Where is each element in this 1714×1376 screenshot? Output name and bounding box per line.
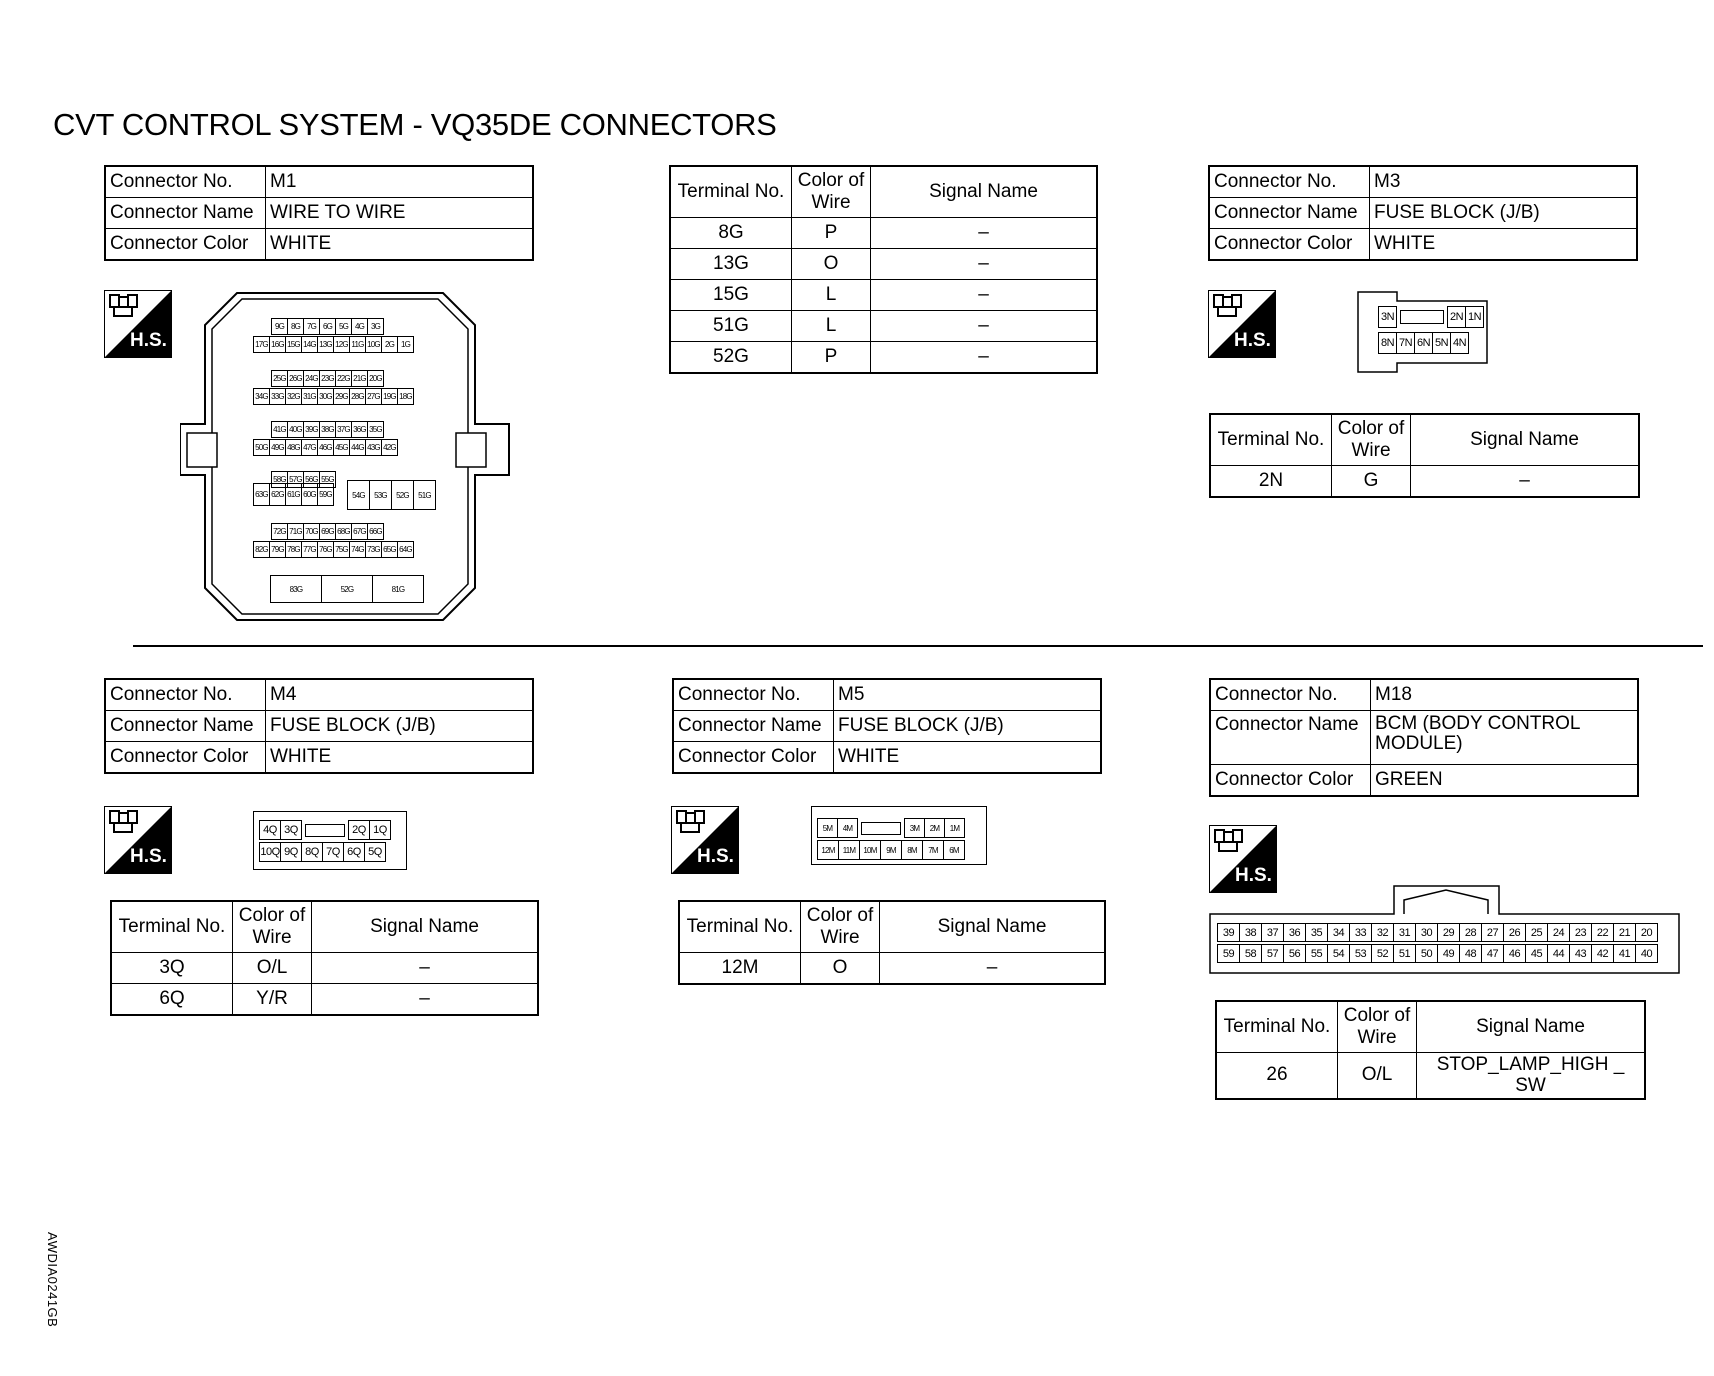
signal-name: – bbox=[880, 953, 1106, 985]
connector-pin: 79G bbox=[269, 541, 286, 558]
connector-pin: 36 bbox=[1283, 923, 1306, 942]
color-of-wire-header: Color of Wire bbox=[801, 901, 880, 953]
connector-pin: 62G bbox=[269, 483, 286, 506]
connector-pin: 59G bbox=[317, 483, 334, 506]
connector-pin: 24G bbox=[303, 370, 320, 387]
connector-pin: 60G bbox=[301, 483, 318, 506]
pin-key-slot bbox=[301, 820, 349, 840]
connector-pin: 29 bbox=[1437, 923, 1460, 942]
connector-pin: 67G bbox=[351, 523, 368, 540]
connector-pin: 3G bbox=[367, 318, 384, 335]
m1-connector-no: M1 bbox=[266, 166, 534, 198]
terminal-no: 13G bbox=[670, 249, 792, 280]
hs-label: H.S. bbox=[697, 846, 734, 867]
signal-name-header: Signal Name bbox=[880, 901, 1106, 953]
connector-pin: 3Q bbox=[280, 820, 302, 840]
connector-pin: 43G bbox=[365, 439, 382, 456]
connector-pin: 50G bbox=[253, 439, 270, 456]
connector-pin: 2Q bbox=[348, 820, 370, 840]
m1-connector-name: WIRE TO WIRE bbox=[266, 198, 534, 229]
wire-color: O bbox=[801, 953, 880, 985]
connector-pin: 53 bbox=[1349, 944, 1372, 963]
connector-pin: 75G bbox=[333, 541, 350, 558]
connector-name-label: Connector Name bbox=[1209, 198, 1370, 229]
connector-pin: 30 bbox=[1415, 923, 1438, 942]
wire-color: L bbox=[792, 311, 871, 342]
connector-pin: 7G bbox=[303, 318, 320, 335]
connector-pin: 12G bbox=[333, 336, 350, 353]
connector-pin: 8M bbox=[901, 840, 923, 860]
connector-name-label: Connector Name bbox=[673, 711, 834, 742]
connector-pin: 48G bbox=[285, 439, 302, 456]
m18-info-table bbox=[1209, 678, 1639, 797]
signal-name: – bbox=[312, 984, 539, 1016]
connector-pin: 5Q bbox=[364, 842, 386, 862]
pin-row bbox=[1218, 944, 1658, 963]
connector-pin: 32G bbox=[285, 388, 302, 405]
connector-pin: 37 bbox=[1261, 923, 1284, 942]
connector-no-label: Connector No. bbox=[1209, 166, 1370, 198]
harness-side-icon bbox=[1209, 825, 1277, 893]
wire-color: O/L bbox=[233, 953, 312, 984]
color-of-wire-header: Color of Wire bbox=[792, 166, 871, 218]
m18-connector-name: BCM (BODY CONTROL MODULE) bbox=[1371, 711, 1639, 765]
signal-name: – bbox=[1411, 466, 1640, 498]
connector-pin: 23G bbox=[319, 370, 336, 387]
connector-pin: 8N bbox=[1378, 332, 1397, 354]
connector-pin: 39 bbox=[1217, 923, 1240, 942]
connector-pin: 59 bbox=[1217, 944, 1240, 963]
connector-pin: 56 bbox=[1283, 944, 1306, 963]
connector-pin: 30G bbox=[317, 388, 334, 405]
connector-pin: 82G bbox=[253, 541, 270, 558]
connector-pin: 72G bbox=[271, 523, 288, 540]
connector-pin: 31G bbox=[301, 388, 318, 405]
pin-row bbox=[818, 818, 965, 838]
wire-color: O bbox=[792, 249, 871, 280]
connector-pin: 55G bbox=[319, 471, 336, 488]
connector-pin: 52 bbox=[1371, 944, 1394, 963]
m1-connector-color: WHITE bbox=[266, 229, 534, 261]
connector-pin: 44G bbox=[349, 439, 366, 456]
connector-pin: 56G bbox=[303, 471, 320, 488]
m3-connector-color: WHITE bbox=[1370, 229, 1638, 261]
hs-label: H.S. bbox=[1234, 330, 1271, 351]
m4-connector-no: M4 bbox=[266, 679, 534, 711]
connector-pin: 9Q bbox=[280, 842, 302, 862]
table-row bbox=[670, 249, 1097, 280]
connector-pin: 19G bbox=[381, 388, 398, 405]
connector-pin: 4M bbox=[837, 818, 858, 838]
wire-color: P bbox=[792, 342, 871, 374]
terminal-no: 12M bbox=[679, 953, 801, 985]
connector-pin: 22G bbox=[335, 370, 352, 387]
connector-pin: 21 bbox=[1613, 923, 1636, 942]
m4-connector-name: FUSE BLOCK (J/B) bbox=[266, 711, 534, 742]
terminal-no: 51G bbox=[670, 311, 792, 342]
connector-pin: 51G bbox=[413, 480, 436, 510]
connector-pin: 33 bbox=[1349, 923, 1372, 942]
connector-pin: 4Q bbox=[259, 820, 281, 840]
connector-pin: 43 bbox=[1569, 944, 1592, 963]
pin-row bbox=[254, 388, 414, 405]
connector-pin: 66G bbox=[367, 523, 384, 540]
connector-pin: 1Q bbox=[369, 820, 391, 840]
connector-pin: 81G bbox=[372, 575, 424, 603]
terminal-no: 8G bbox=[670, 218, 792, 249]
connector-pin: 2N bbox=[1447, 306, 1466, 328]
table-row bbox=[679, 953, 1105, 985]
pin-row bbox=[254, 541, 414, 558]
connector-pin: 77G bbox=[301, 541, 318, 558]
connector-pin: 27G bbox=[365, 388, 382, 405]
m1-info-table bbox=[104, 165, 534, 261]
connector-color-label: Connector Color bbox=[105, 742, 266, 774]
connector-pin: 61G bbox=[285, 483, 302, 506]
pin-row bbox=[1379, 306, 1484, 328]
connector-pin: 46 bbox=[1503, 944, 1526, 963]
m18-connector-no: M18 bbox=[1371, 679, 1639, 711]
m3-connector-name: FUSE BLOCK (J/B) bbox=[1370, 198, 1638, 229]
table-row bbox=[1216, 1053, 1645, 1099]
connector-pin: 1M bbox=[944, 818, 965, 838]
connector-pin: 47 bbox=[1481, 944, 1504, 963]
connector-pin: 52G bbox=[391, 480, 414, 510]
connector-pin: 44 bbox=[1547, 944, 1570, 963]
connector-pin: 78G bbox=[285, 541, 302, 558]
pin-row bbox=[260, 842, 386, 862]
connector-pin: 40G bbox=[287, 421, 304, 438]
m3-terminal-table bbox=[1209, 413, 1640, 498]
table-row bbox=[111, 984, 538, 1016]
terminal-no: 15G bbox=[670, 280, 792, 311]
connector-pin: 5G bbox=[335, 318, 352, 335]
harness-side-icon bbox=[104, 290, 172, 358]
signal-name: – bbox=[312, 953, 539, 984]
hs-label: H.S. bbox=[130, 846, 167, 867]
connector-pin: 9M bbox=[880, 840, 902, 860]
terminal-no-header: Terminal No. bbox=[679, 901, 801, 953]
connector-pin: 45G bbox=[333, 439, 350, 456]
signal-name: STOP_LAMP_HIGH _ SW bbox=[1417, 1053, 1646, 1099]
terminal-no-header: Terminal No. bbox=[111, 901, 233, 953]
page-title: CVT CONTROL SYSTEM - VQ35DE CONNECTORS bbox=[53, 107, 777, 142]
m5-connector-color: WHITE bbox=[834, 742, 1102, 774]
connector-pin: 49 bbox=[1437, 944, 1460, 963]
connector-pin: 54 bbox=[1327, 944, 1350, 963]
connector-pin: 57G bbox=[287, 471, 304, 488]
connector-pin: 6G bbox=[319, 318, 336, 335]
connector-pin: 10Q bbox=[259, 842, 281, 862]
hs-label: H.S. bbox=[130, 330, 167, 351]
connector-pin: 4N bbox=[1450, 332, 1469, 354]
pin-row bbox=[1218, 923, 1658, 942]
connector-pin: 24 bbox=[1547, 923, 1570, 942]
connector-pin: 53G bbox=[369, 480, 392, 510]
m5-terminal-table bbox=[678, 900, 1106, 985]
connector-pin: 47G bbox=[301, 439, 318, 456]
table-row bbox=[1210, 466, 1639, 498]
connector-pin: 40 bbox=[1635, 944, 1658, 963]
pin-row bbox=[818, 840, 965, 860]
connector-pin: 58G bbox=[271, 471, 288, 488]
signal-name: – bbox=[871, 218, 1098, 249]
m18-terminal-table bbox=[1215, 1000, 1646, 1100]
terminal-no: 52G bbox=[670, 342, 792, 374]
connector-pin: 12M bbox=[817, 840, 839, 860]
connector-pin: 39G bbox=[303, 421, 320, 438]
connector-pin: 10M bbox=[859, 840, 881, 860]
m1-terminal-table bbox=[669, 165, 1098, 374]
connector-pin: 52G bbox=[321, 575, 373, 603]
pin-row bbox=[254, 483, 334, 506]
signal-name: – bbox=[871, 249, 1098, 280]
connector-pin: 42 bbox=[1591, 944, 1614, 963]
harness-side-icon bbox=[671, 806, 739, 874]
connector-pin: 4G bbox=[351, 318, 368, 335]
connector-no-label: Connector No. bbox=[105, 166, 266, 198]
connector-pin: 46G bbox=[317, 439, 334, 456]
connector-pin: 55 bbox=[1305, 944, 1328, 963]
m3-info-table bbox=[1208, 165, 1638, 261]
connector-pin: 35G bbox=[367, 421, 384, 438]
connector-name-label: Connector Name bbox=[105, 198, 266, 229]
pin-row bbox=[254, 439, 398, 456]
connector-pin: 6M bbox=[943, 840, 965, 860]
connector-pin: 32 bbox=[1371, 923, 1394, 942]
connector-pin: 8G bbox=[287, 318, 304, 335]
connector-name-label: Connector Name bbox=[105, 711, 266, 742]
pin-row bbox=[254, 336, 414, 353]
connector-pin: 64G bbox=[397, 541, 414, 558]
connector-pin: 45 bbox=[1525, 944, 1548, 963]
pin-row bbox=[272, 523, 384, 540]
connector-pin: 7Q bbox=[322, 842, 344, 862]
signal-name-header: Signal Name bbox=[312, 901, 539, 953]
connector-pin: 57 bbox=[1261, 944, 1284, 963]
connector-pin: 54G bbox=[347, 480, 370, 510]
connector-pin: 51 bbox=[1393, 944, 1416, 963]
connector-pin: 71G bbox=[287, 523, 304, 540]
connector-pin: 65G bbox=[381, 541, 398, 558]
connector-pin: 5M bbox=[817, 818, 838, 838]
connector-no-label: Connector No. bbox=[105, 679, 266, 711]
connector-pin: 6N bbox=[1414, 332, 1433, 354]
color-of-wire-header: Color of Wire bbox=[1338, 1001, 1417, 1053]
connector-pin: 28 bbox=[1459, 923, 1482, 942]
connector-pin: 49G bbox=[269, 439, 286, 456]
connector-pin: 3N bbox=[1378, 306, 1397, 328]
connector-pin: 14G bbox=[301, 336, 318, 353]
connector-pin: 1G bbox=[397, 336, 414, 353]
connector-pin: 5N bbox=[1432, 332, 1451, 354]
harness-side-icon bbox=[1208, 290, 1276, 358]
connector-pin: 63G bbox=[253, 483, 270, 506]
table-row bbox=[670, 311, 1097, 342]
signal-name: – bbox=[871, 342, 1098, 374]
connector-pin: 15G bbox=[285, 336, 302, 353]
connector-pin: 21G bbox=[351, 370, 368, 387]
connector-pin: 28G bbox=[349, 388, 366, 405]
connector-pin: 11G bbox=[349, 336, 366, 353]
terminal-no: 3Q bbox=[111, 953, 233, 984]
terminal-no: 26 bbox=[1216, 1053, 1338, 1099]
connector-pin: 34 bbox=[1327, 923, 1350, 942]
connector-pin: 37G bbox=[335, 421, 352, 438]
table-row bbox=[670, 342, 1097, 374]
connector-pin: 25 bbox=[1525, 923, 1548, 942]
connector-pin: 9G bbox=[271, 318, 288, 335]
connector-name-label: Connector Name bbox=[1210, 711, 1371, 765]
color-of-wire-header: Color of Wire bbox=[1332, 414, 1411, 466]
connector-pin: 2G bbox=[381, 336, 398, 353]
pin-row bbox=[348, 480, 436, 510]
connector-pin: 73G bbox=[365, 541, 382, 558]
connector-pin: 68G bbox=[335, 523, 352, 540]
pin-row bbox=[1379, 332, 1469, 354]
signal-name-header: Signal Name bbox=[1417, 1001, 1646, 1053]
wire-color: O/L bbox=[1338, 1053, 1417, 1099]
connector-pin: 1N bbox=[1465, 306, 1484, 328]
signal-name: – bbox=[871, 280, 1098, 311]
terminal-no: 6Q bbox=[111, 984, 233, 1016]
m4-connector-color: WHITE bbox=[266, 742, 534, 774]
m5-connector-no: M5 bbox=[834, 679, 1102, 711]
table-row bbox=[670, 218, 1097, 249]
connector-pin: 41 bbox=[1613, 944, 1636, 963]
m4-terminal-table bbox=[110, 900, 539, 1016]
m5-connector-name: FUSE BLOCK (J/B) bbox=[834, 711, 1102, 742]
connector-pin: 27 bbox=[1481, 923, 1504, 942]
wire-color: Y/R bbox=[233, 984, 312, 1016]
connector-pin: 50 bbox=[1415, 944, 1438, 963]
connector-pin: 20G bbox=[367, 370, 384, 387]
connector-no-label: Connector No. bbox=[673, 679, 834, 711]
pin-row bbox=[260, 820, 391, 840]
hs-label: H.S. bbox=[1235, 865, 1272, 886]
connector-pin: 18G bbox=[397, 388, 414, 405]
table-row bbox=[111, 953, 538, 984]
wire-color: G bbox=[1332, 466, 1411, 498]
signal-name-header: Signal Name bbox=[871, 166, 1098, 218]
connector-pin: 16G bbox=[269, 336, 286, 353]
pin-row bbox=[272, 370, 384, 387]
signal-name: – bbox=[871, 311, 1098, 342]
m18-connector-color: GREEN bbox=[1371, 765, 1639, 797]
connector-color-label: Connector Color bbox=[1209, 229, 1370, 261]
connector-pin: 7M bbox=[922, 840, 944, 860]
pin-key-slot bbox=[857, 818, 905, 838]
connector-color-label: Connector Color bbox=[1210, 765, 1371, 797]
section-divider bbox=[133, 645, 1703, 647]
connector-pin: 2M bbox=[924, 818, 945, 838]
connector-pin: 3M bbox=[904, 818, 925, 838]
connector-pin: 58 bbox=[1239, 944, 1262, 963]
wire-color: P bbox=[792, 218, 871, 249]
connector-pin: 10G bbox=[365, 336, 382, 353]
connector-color-label: Connector Color bbox=[673, 742, 834, 774]
connector-color-label: Connector Color bbox=[105, 229, 266, 261]
connector-pin: 36G bbox=[351, 421, 368, 438]
table-row bbox=[670, 280, 1097, 311]
signal-name-header: Signal Name bbox=[1411, 414, 1640, 466]
connector-pin: 17G bbox=[253, 336, 270, 353]
m4-info-table bbox=[104, 678, 534, 774]
connector-pin: 34G bbox=[253, 388, 270, 405]
terminal-no: 2N bbox=[1210, 466, 1332, 498]
pin-row bbox=[272, 421, 384, 438]
connector-pin: 22 bbox=[1591, 923, 1614, 942]
terminal-no-header: Terminal No. bbox=[1210, 414, 1332, 466]
connector-pin: 33G bbox=[269, 388, 286, 405]
connector-no-label: Connector No. bbox=[1210, 679, 1371, 711]
connector-pin: 8Q bbox=[301, 842, 323, 862]
connector-pin: 23 bbox=[1569, 923, 1592, 942]
m3-connector-no: M3 bbox=[1370, 166, 1638, 198]
harness-side-icon bbox=[104, 806, 172, 874]
connector-pin: 20 bbox=[1635, 923, 1658, 942]
connector-pin: 7N bbox=[1396, 332, 1415, 354]
connector-pin: 83G bbox=[270, 575, 322, 603]
color-of-wire-header: Color of Wire bbox=[233, 901, 312, 953]
connector-pin: 42G bbox=[381, 439, 398, 456]
connector-pin: 26 bbox=[1503, 923, 1526, 942]
connector-pin: 13G bbox=[317, 336, 334, 353]
connector-pin: 11M bbox=[838, 840, 860, 860]
pin-row bbox=[271, 575, 424, 603]
terminal-no-header: Terminal No. bbox=[670, 166, 792, 218]
connector-pin: 35 bbox=[1305, 923, 1328, 942]
connector-pin: 76G bbox=[317, 541, 334, 558]
connector-pin: 38G bbox=[319, 421, 336, 438]
connector-pin: 38 bbox=[1239, 923, 1262, 942]
pin-row bbox=[272, 318, 384, 335]
wire-color: L bbox=[792, 280, 871, 311]
pin-key-slot bbox=[1396, 306, 1448, 328]
connector-pin: 25G bbox=[271, 370, 288, 387]
connector-pin: 29G bbox=[333, 388, 350, 405]
connector-pin: 69G bbox=[319, 523, 336, 540]
connector-pin: 26G bbox=[287, 370, 304, 387]
figure-code: AWDIA0241GB bbox=[45, 1232, 60, 1328]
terminal-no-header: Terminal No. bbox=[1216, 1001, 1338, 1053]
connector-pin: 31 bbox=[1393, 923, 1416, 942]
connector-pin: 6Q bbox=[343, 842, 365, 862]
connector-pin: 70G bbox=[303, 523, 320, 540]
m5-info-table bbox=[672, 678, 1102, 774]
connector-pin: 41G bbox=[271, 421, 288, 438]
connector-pin: 74G bbox=[349, 541, 366, 558]
connector-pin: 48 bbox=[1459, 944, 1482, 963]
